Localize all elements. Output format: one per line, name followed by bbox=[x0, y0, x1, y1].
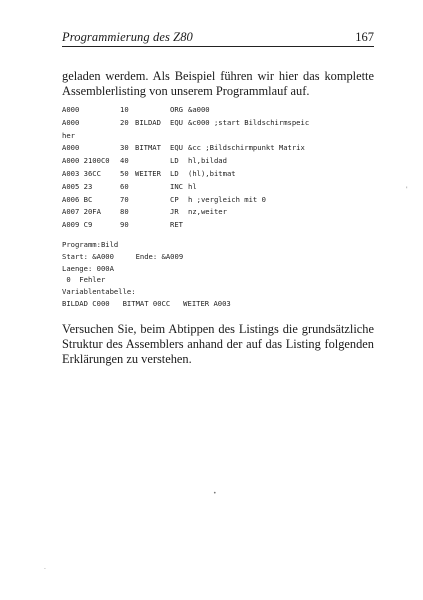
listing-operands: (hl),bitmat bbox=[188, 168, 236, 178]
listing-opcode: JR bbox=[170, 207, 179, 217]
output-line: Variablentabelle: bbox=[62, 287, 136, 297]
listing-opcode: LD bbox=[170, 156, 179, 166]
listing-line-number: 80 bbox=[120, 207, 129, 217]
output-line: Start: &A000 Ende: &A009 bbox=[62, 251, 184, 261]
listing-operands: &a000 bbox=[188, 105, 210, 114]
listing-address: her bbox=[62, 130, 75, 140]
listing-line-number: 60 bbox=[120, 181, 129, 191]
listing-opcode: CP bbox=[170, 194, 179, 204]
output-line: Programm:Bild bbox=[62, 240, 119, 249]
scan-speck: • bbox=[213, 490, 217, 497]
listing-row bbox=[62, 143, 382, 156]
listing-address: A000 bbox=[62, 105, 80, 114]
listing-address: A000 bbox=[62, 117, 80, 127]
listing-opcode: LD bbox=[170, 168, 179, 178]
listing-row bbox=[62, 156, 382, 169]
listing-row bbox=[62, 118, 382, 131]
listing-address: A007 20FA bbox=[62, 207, 101, 217]
page-number: 167 bbox=[355, 30, 374, 44]
listing-operands: nz,weiter bbox=[188, 207, 227, 217]
scan-speck: · bbox=[44, 566, 46, 573]
listing-address: A006 BC bbox=[62, 194, 93, 204]
listing-row bbox=[62, 182, 382, 195]
listing-line-number: 70 bbox=[120, 194, 129, 204]
listing-line-number: 30 bbox=[120, 143, 129, 153]
listing-operands: hl,bildad bbox=[188, 156, 227, 166]
scan-speck: ' bbox=[406, 186, 408, 193]
listing-row bbox=[62, 131, 382, 144]
listing-address: A000 2100C0 bbox=[62, 156, 110, 166]
running-title: Programmierung des Z80 bbox=[62, 30, 193, 44]
output-line: BILDAD C000 BITMAT 00CC WEITER A003 bbox=[62, 298, 231, 308]
intro-paragraph: geladen werdem. Als Beispiel führen wir hier das komplette Assemblerlisting von unserem Programmlauf auf. bbox=[62, 69, 374, 98]
listing-label: WEITER bbox=[135, 168, 161, 178]
listing-row bbox=[62, 105, 382, 118]
listing-opcode: INC bbox=[170, 181, 183, 191]
listing-label: BILDAD bbox=[135, 117, 161, 127]
listing-opcode: EQU bbox=[170, 117, 183, 127]
assembler-listing bbox=[62, 105, 382, 233]
listing-address: A005 23 bbox=[62, 181, 93, 191]
listing-address: A000 bbox=[62, 143, 80, 153]
listing-address: A009 C9 bbox=[62, 220, 93, 230]
listing-opcode: RET bbox=[170, 220, 183, 230]
listing-line-number: 10 bbox=[120, 105, 129, 114]
listing-line-number: 20 bbox=[120, 117, 129, 127]
listing-line-number: 40 bbox=[120, 156, 129, 166]
output-line: Laenge: 000A bbox=[62, 263, 114, 273]
listing-row bbox=[62, 169, 382, 182]
output-line: 0 Fehler bbox=[62, 275, 106, 285]
listing-line-number: 90 bbox=[120, 220, 129, 230]
page-header bbox=[62, 32, 374, 47]
listing-row bbox=[62, 207, 382, 220]
listing-row bbox=[62, 195, 382, 208]
listing-operands: &c000 ;start Bildschirmspeic bbox=[188, 117, 310, 127]
listing-operands: h ;vergleich mit 0 bbox=[188, 194, 266, 204]
listing-label: BITMAT bbox=[135, 143, 161, 153]
listing-row bbox=[62, 220, 382, 233]
listing-opcode: ORG bbox=[170, 105, 183, 114]
listing-line-number: 50 bbox=[120, 168, 129, 178]
listing-opcode: EQU bbox=[170, 143, 183, 153]
listing-address: A003 36CC bbox=[62, 168, 101, 178]
listing-operands: &cc ;Bildschirmpunkt Matrix bbox=[188, 143, 305, 153]
listing-operands: hl bbox=[188, 181, 197, 191]
assembler-output bbox=[62, 240, 382, 311]
outro-paragraph: Versuchen Sie, beim Abtippen des Listings die grundsätzliche Struktur des Assemblers anhand der auf das Listing folgenden Erklärungen zu verstehen. bbox=[62, 322, 374, 366]
